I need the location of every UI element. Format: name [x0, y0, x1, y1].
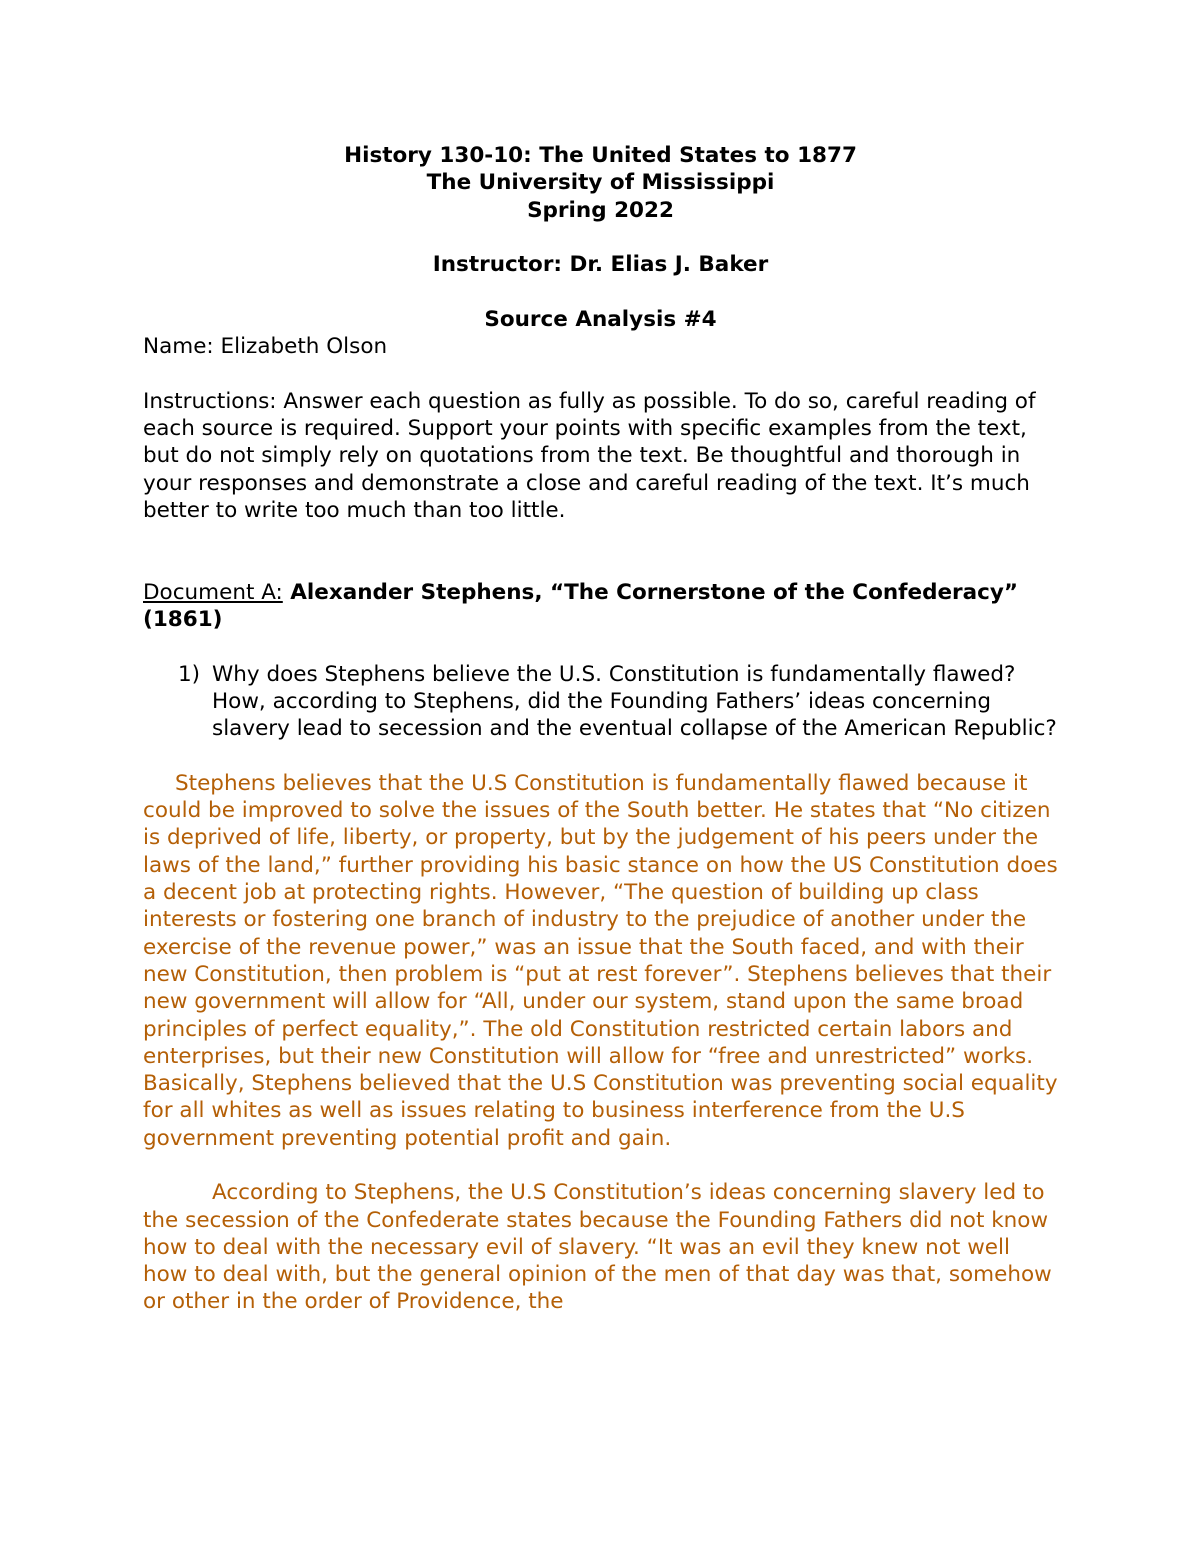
instructor: Instructor: Dr. Elias J. Baker — [432, 252, 769, 278]
university-name: The University of Mississippi — [426, 170, 775, 196]
student-name: Name: Elizabeth Olson — [143, 334, 388, 360]
question-item — [143, 661, 1058, 743]
document-page — [143, 142, 1058, 1316]
question-number: 1) — [178, 661, 201, 687]
answer-paragraph-2: According to Stephens, the U.S Constitution’s ideas concerning slavery led to the secession of the Confederate states because the Founding Fathers did not know how to deal with the necessary evil of slavery. “It was an evil they knew not well how to deal with, but the general opinion of the men of that day was that, somehow or other in the order of Providence, the — [143, 1180, 1052, 1315]
answer-paragraph-1: Stephens believes that the U.S Constitution is fundamentally flawed because it could be improved to solve the issues of the South better. He states that “No citizen is deprived of life, liberty, or property, but by the judgement of his peers under the laws of the land,” further providing his basic stance on how the US Constitution does a decent job at protecting rights. However, “The question of building up class interests or fostering one branch of industry to the prejudice of another under the exercise of the revenue power,” was an issue that the South faced, and with their new Constitution, then problem is “put at rest forever”. Stephens believes that their new government will allow for “All, under our system, stand upon the same broad principles of perfect equality,”. The old Constitution restricted certain labors and enterprises, but their new Constitution will allow for “free and unrestricted” works. Basically, Stephens believed that the U.S Constitution was preventing social equality for all whites as well as issues relating to business interference from the U.S government preventing potential profit and gain. — [143, 770, 1058, 1151]
question-text: Why does Stephens believe the U.S. Constitution is fundamentally flawed? How, according to Stephens, did the Founding Fathers’ ideas concerning slavery lead to secession and the eventual collapse of the American Republic? — [212, 661, 1057, 742]
document-label: Document A: — [143, 579, 283, 605]
document-heading — [143, 579, 1058, 634]
course-title: History 130-10: The United States to 1877 — [344, 143, 857, 168]
question-list — [143, 661, 1058, 743]
assignment-title: Source Analysis #4 — [484, 306, 717, 332]
document-header — [143, 142, 1058, 333]
document-title: Alexander Stephens, “The Cornerstone of the Confederacy” (1861) — [143, 579, 1019, 633]
instructions: Instructions: Answer each question as fully as possible. To do so, careful reading of each source is required. Support your points with specific examples from the text, but do not simply rely on quotations from the text. Be thoughtful and thorough in your responses and demonstrate a close and careful reading of the text. It’s much better to write too much than too little. — [143, 388, 1036, 523]
term: Spring 2022 — [527, 197, 674, 223]
